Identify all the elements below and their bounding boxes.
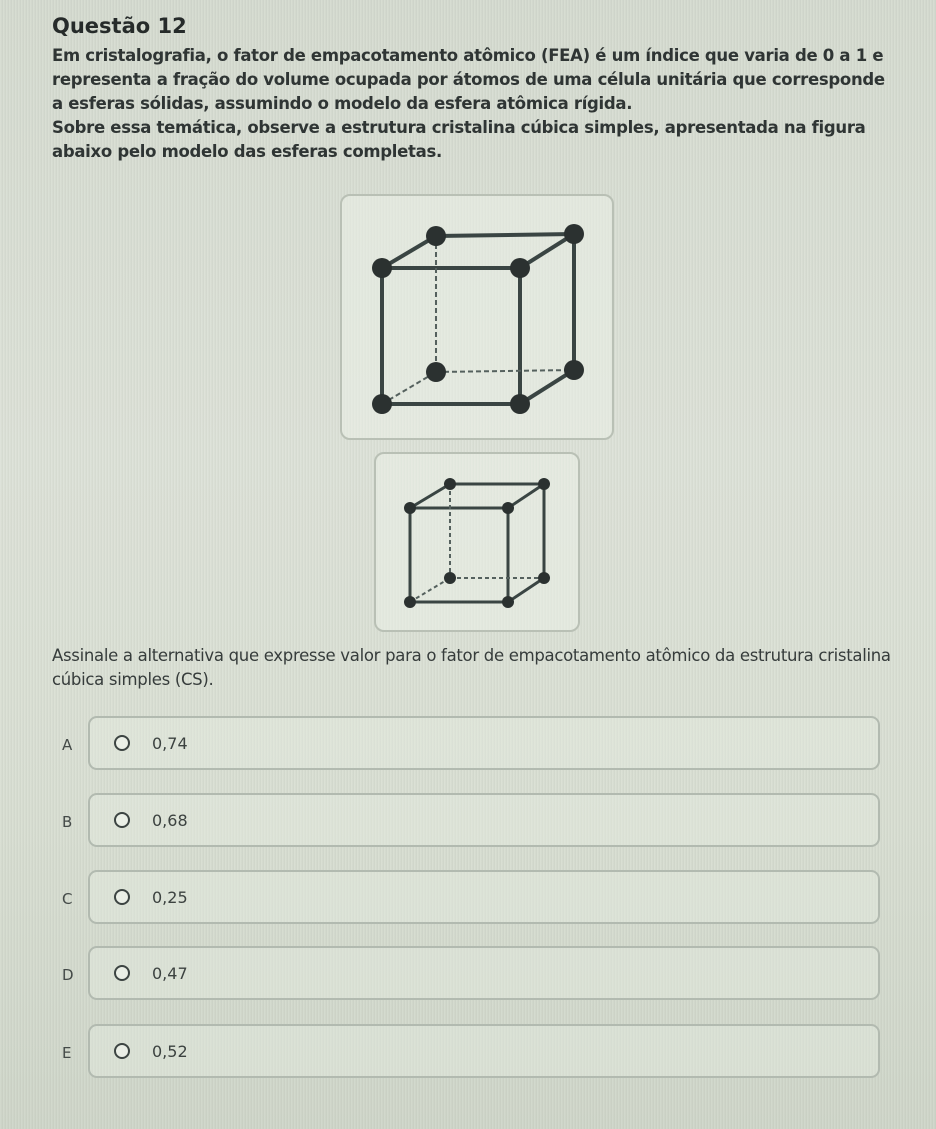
option-c-button[interactable] xyxy=(88,870,880,924)
atom-back-top-left xyxy=(426,226,446,246)
atom-small-front-bottom-left xyxy=(404,596,416,608)
option-value: 0,74 xyxy=(152,734,188,753)
atom-back-bottom-left xyxy=(426,362,446,382)
option-d-button[interactable] xyxy=(88,946,880,1000)
option-c xyxy=(62,870,882,928)
option-b xyxy=(62,793,882,851)
atom-front-bottom-left xyxy=(372,394,392,414)
radio-icon[interactable] xyxy=(114,735,130,751)
atom-back-bottom-right xyxy=(564,360,584,380)
radio-icon[interactable] xyxy=(114,812,130,828)
option-letter: C xyxy=(62,890,73,908)
option-letter: B xyxy=(62,813,73,831)
atom-small-front-bottom-right xyxy=(502,596,514,608)
atom-front-top-left xyxy=(372,258,392,278)
option-e xyxy=(62,1024,882,1082)
atom-small-back-bottom-right xyxy=(538,572,550,584)
option-d xyxy=(62,946,882,1004)
atom-small-front-top-left xyxy=(404,502,416,514)
radio-icon[interactable] xyxy=(114,965,130,981)
radio-icon[interactable] xyxy=(114,1043,130,1059)
atom-front-top-right xyxy=(510,258,530,278)
question-statement xyxy=(52,44,892,164)
option-value: 0,47 xyxy=(152,964,188,983)
simple-cubic-figure-large xyxy=(340,194,614,440)
option-value: 0,52 xyxy=(152,1042,188,1061)
option-letter: A xyxy=(62,736,73,754)
question-title: Questão 12 xyxy=(52,14,187,38)
option-a-button[interactable] xyxy=(88,716,880,770)
answer-instruction: Assinale a alternativa que expresse valor para o fator de empacotamento atômico da estrutura cristalina cúbica simples (CS). xyxy=(52,646,891,689)
atom-front-bottom-right xyxy=(510,394,530,414)
atom-small-back-top-left xyxy=(444,478,456,490)
atom-back-top-right xyxy=(564,224,584,244)
simple-cubic-cell-diagram xyxy=(342,196,612,438)
option-b-button[interactable] xyxy=(88,793,880,847)
simple-cubic-cell-diagram-small xyxy=(376,454,578,630)
option-letter: E xyxy=(62,1044,72,1062)
question-paragraph-2: Sobre essa temática, observe a estrutura cristalina cúbica simples, apresentada na figura abaixo pelo modelo das esferas completas. xyxy=(52,118,866,161)
atom-small-front-top-right xyxy=(502,502,514,514)
option-a xyxy=(62,716,882,774)
option-letter: D xyxy=(62,966,74,984)
question-paragraph-1: Em cristalografia, o fator de empacotamento atômico (FEA) é um índice que varia de 0 a 1 e representa a fração do volume ocupada por átomos de uma célula unitária que corresponde a esferas sólidas, assumindo o modelo da esfera atômica rígida. xyxy=(52,46,885,113)
atom-small-back-bottom-left xyxy=(444,572,456,584)
simple-cubic-figure-small xyxy=(374,452,580,632)
atom-small-back-top-right xyxy=(538,478,550,490)
option-e-button[interactable] xyxy=(88,1024,880,1078)
radio-icon[interactable] xyxy=(114,889,130,905)
option-value: 0,68 xyxy=(152,811,188,830)
option-value: 0,25 xyxy=(152,888,188,907)
